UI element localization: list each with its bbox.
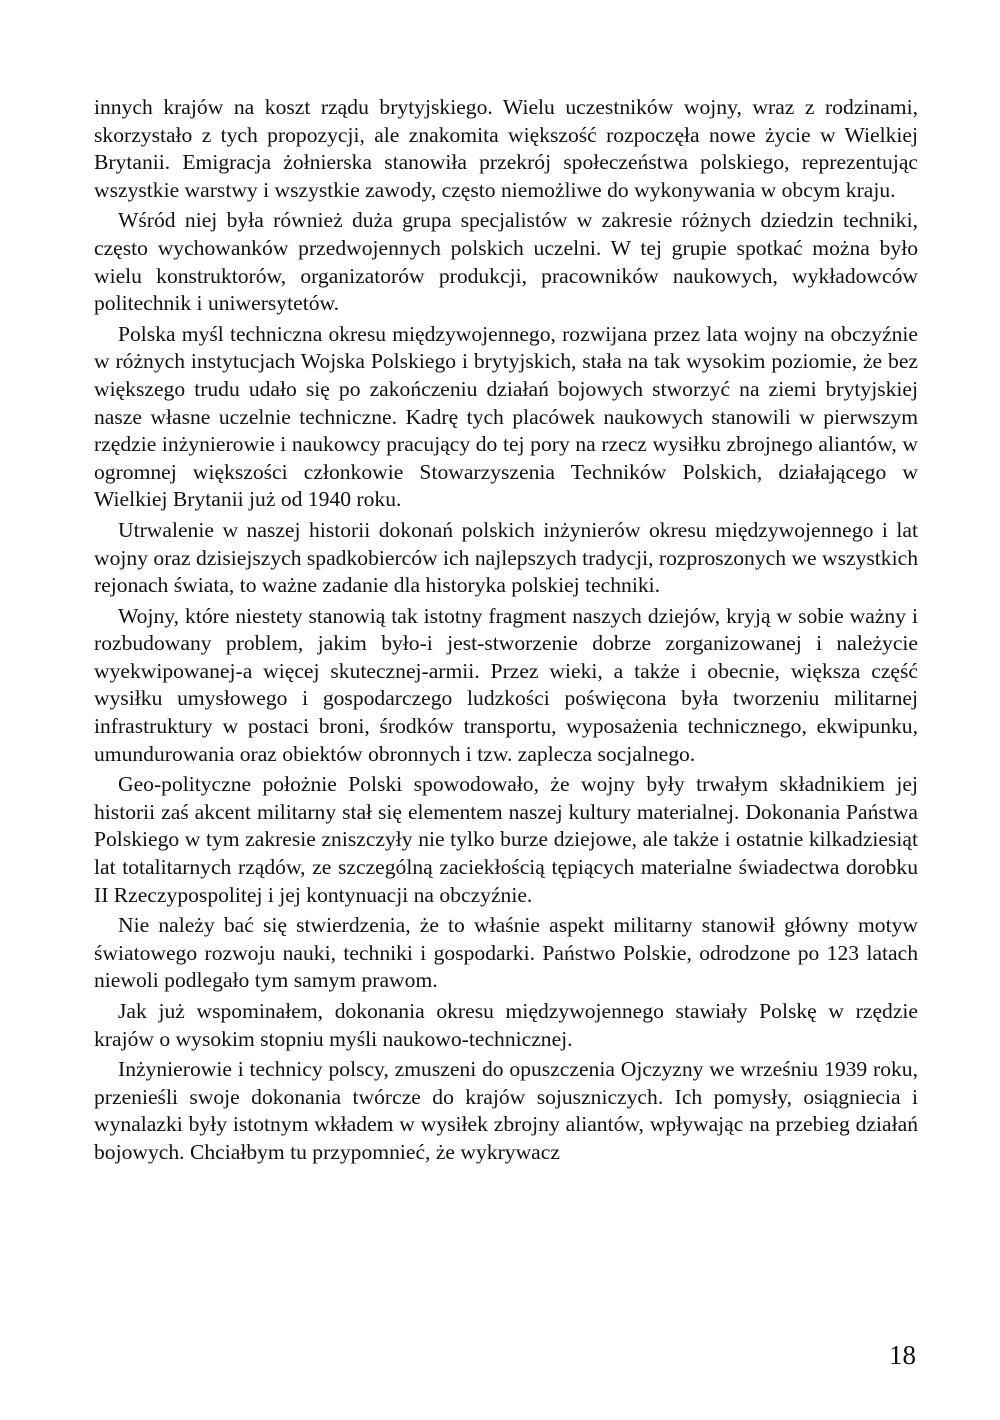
paragraph-9: Inżynierowie i technicy polscy, zmuszeni do opuszczenia Ojczyzny we wrześniu 1939 roku, przenieśli swoje dokonania twórcze do krajów sojuszniczych. Ich pomysły, osiągniecia i wynalazki były istotnym wkładem w wysiłek zbrojny aliantów, wpływając na przebieg działań bojowych. Chciałbym tu przypomnieć, że wykrywacz xyxy=(94,1057,918,1164)
paragraph-3: Polska myśl techniczna okresu międzywojennego, rozwijana przez lata wojny na obczyźnie w różnych instytucjach Wojska Polskiego i brytyjskich, stała na tak wysokim poziomie, że bez większego trudu udało się po zakończeniu działań bojowych stworzyć na ziemi brytyjskiej nasze własne uczelnie techniczne. Kadrę tych placówek naukowych stanowili w pierwszym rzędzie inżynierowie i naukowcy pracujący do tej pory na rzecz wysiłku zbrojnego aliantów, w ogromnej większości członkowie Stowarzyszenia Techników Polskich, działającego w Wielkiej Brytanii już od 1940 roku. xyxy=(94,321,918,512)
page-number: 18 xyxy=(889,1340,916,1370)
paragraph-6: Geo-polityczne położnie Polski spowodowało, że wojny były trwałym składnikiem jej historii zaś akcent militarny stał się elementem naszej kultury materialnej. Dokonania Państwa Polskiego w tym zakresie zniszczyły nie tylko burze dziejowe, ale także i ostatnie kilkadziesiąt lat totalitarnych rządów, ze szczególną zaciekłością tępiących materialne świadectwa dorobku II Rzeczypospolitej i jej kontynuacji na obczyźnie. xyxy=(94,772,918,907)
page-body xyxy=(94,94,918,1170)
paragraph-2: Wśród niej była również duża grupa specjalistów w zakresie różnych dziedzin techniki, często wychowanków przedwojennych polskich uczelni. W tej grupie spotkać można było wielu konstruktorów, organizatorów produkcji, pracowników naukowych, wykładowców politechnik i uniwersytetów. xyxy=(94,208,918,316)
paragraph-1: innych krajów na koszt rządu brytyjskiego. Wielu uczestników wojny, wraz z rodzinami, skorzystało z tych propozycji, ale znakomita większość rozpoczęła nowe życie w Wielkiej Brytanii. Emigracja żołnierska stanowiła przekrój społeczeństwa polskiego, reprezentując wszystkie warstwy i wszystkie zawody, często niemożliwe do wykonywania w obcym kraju. xyxy=(94,95,918,202)
paragraph-4: Utrwalenie w naszej historii dokonań polskich inżynierów okresu międzywojennego i lat wojny oraz dzisiejszych spadkobierców ich najlepszych tradycji, rozproszonych we wszystkich rejonach świata, to ważne zadanie dla historyka polskiej techniki. xyxy=(94,517,918,598)
paragraph-7: Nie należy bać się stwierdzenia, że to właśnie aspekt militarny stanowił główny motyw światowego rozwoju nauki, techniki i gospodarki. Państwo Polskie, odrodzone po 123 latach niewoli podlegało tym samym prawom. xyxy=(94,913,918,993)
paragraph-5: Wojny, które niestety stanowią tak istotny fragment naszych dziejów, kryją w sobie ważny i rozbudowany problem, jakim było-i jest-stworzenie dobrze zorganizowanej i należycie wyekwipowanej-a więcej skutecznej-armii. Przez wieki, a także i obecnie, większa część wysiłku umysłowego i gospodarczego ludzkości poświęcona była tworzeniu militarnej infrastruktury w postaci broni, środków transportu, wyposażenia technicznego, ekwipunku, umundurowania oraz obiektów obronnych i tzw. zaplecza socjalnego. xyxy=(94,603,918,766)
paragraph-8: Jak już wspominałem, dokonania okresu międzywojennego stawiały Polskę w rzędzie krajów o wysokim stopniu myśli naukowo-technicznej. xyxy=(94,999,918,1051)
